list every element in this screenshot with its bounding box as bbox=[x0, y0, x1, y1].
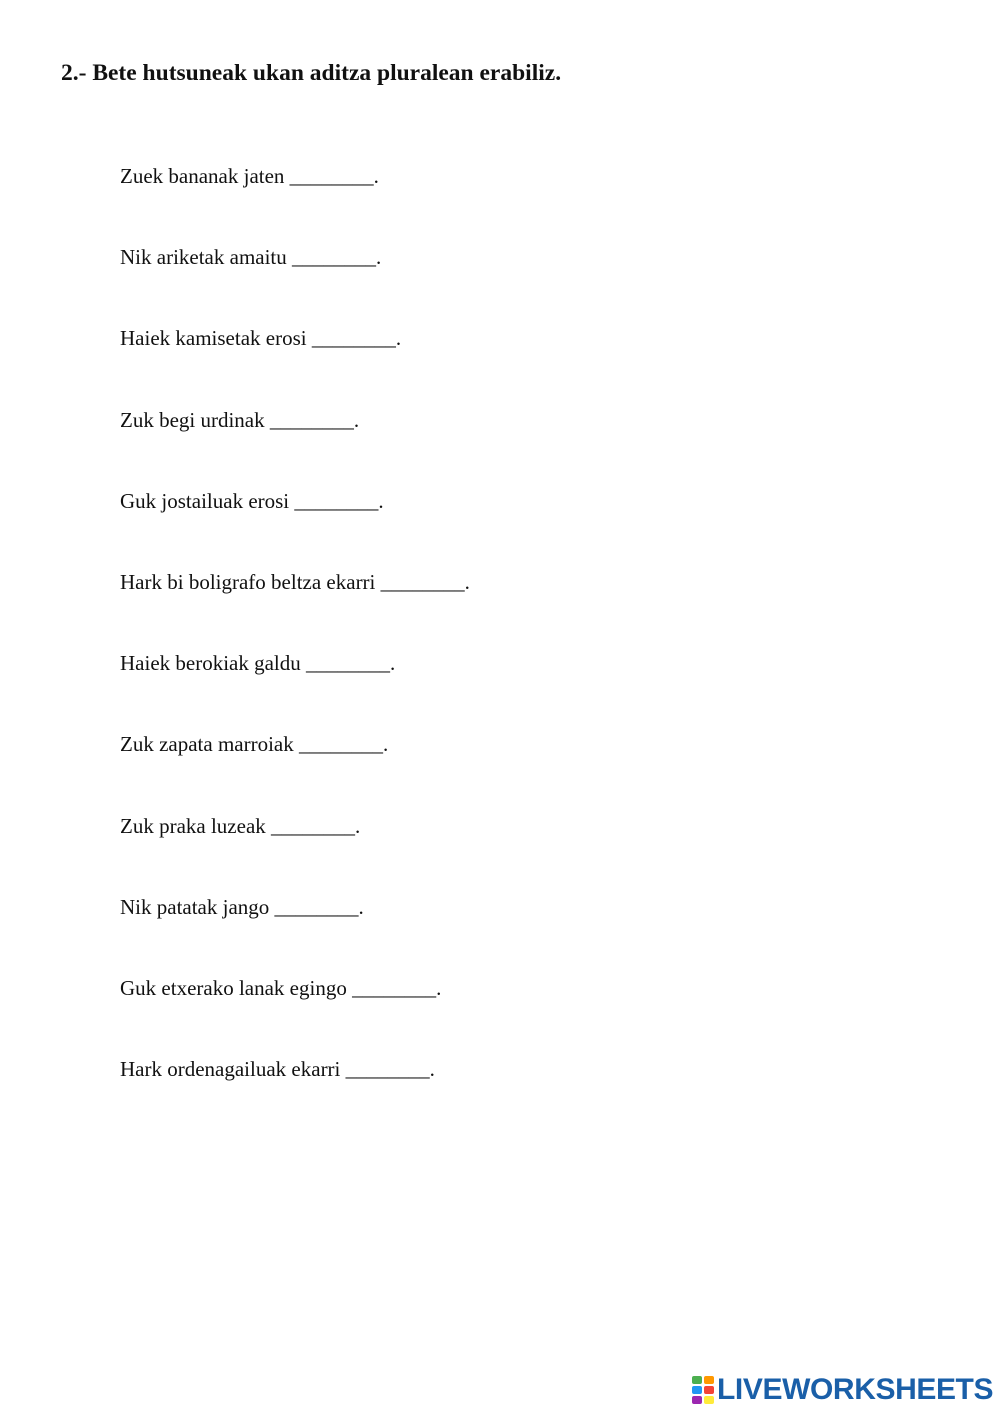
logo-icon-cell bbox=[692, 1396, 702, 1404]
exercise-sentence-12: Hark ordenagailuak ekarri ________. bbox=[120, 1057, 435, 1081]
exercise-sentence-4: Zuk begi urdinak ________. bbox=[120, 408, 360, 432]
exercise-sentence-8: Zuk zapata marroiak ________. bbox=[120, 732, 389, 756]
exercise-sentence-11: Guk etxerako lanak egingo ________. bbox=[120, 976, 442, 1000]
logo-icon-cell bbox=[692, 1376, 702, 1384]
exercise-sentence-9: Zuk praka luzeak ________. bbox=[120, 814, 361, 838]
logo-icon-cell bbox=[704, 1376, 714, 1384]
exercise-sentence-5: Guk jostailuak erosi ________. bbox=[120, 489, 384, 513]
exercise-sentence-7: Haiek berokiak galdu ________. bbox=[120, 651, 396, 675]
exercise-sentence-3: Haiek kamisetak erosi ________. bbox=[120, 326, 402, 350]
liveworksheets-logo-text: LIVEWORKSHEETS bbox=[717, 1373, 994, 1406]
exercise-sentence-6: Hark bi boligrafo beltza ekarri ________. bbox=[120, 570, 470, 594]
logo-icon-cell bbox=[704, 1396, 714, 1404]
liveworksheets-logo bbox=[692, 1373, 993, 1407]
exercise-sentence-10: Nik patatak jango ________. bbox=[120, 895, 364, 919]
exercise-sentence-1: Zuek bananak jaten ________. bbox=[120, 164, 379, 188]
exercise-title: 2.- Bete hutsuneak ukan aditza pluralean erabiliz. bbox=[61, 60, 562, 86]
logo-icon-cell bbox=[704, 1386, 714, 1394]
liveworksheets-logo-icon bbox=[692, 1376, 714, 1404]
logo-icon-cell bbox=[692, 1386, 702, 1394]
exercise-sentence-2: Nik ariketak amaitu ________. bbox=[120, 245, 382, 269]
